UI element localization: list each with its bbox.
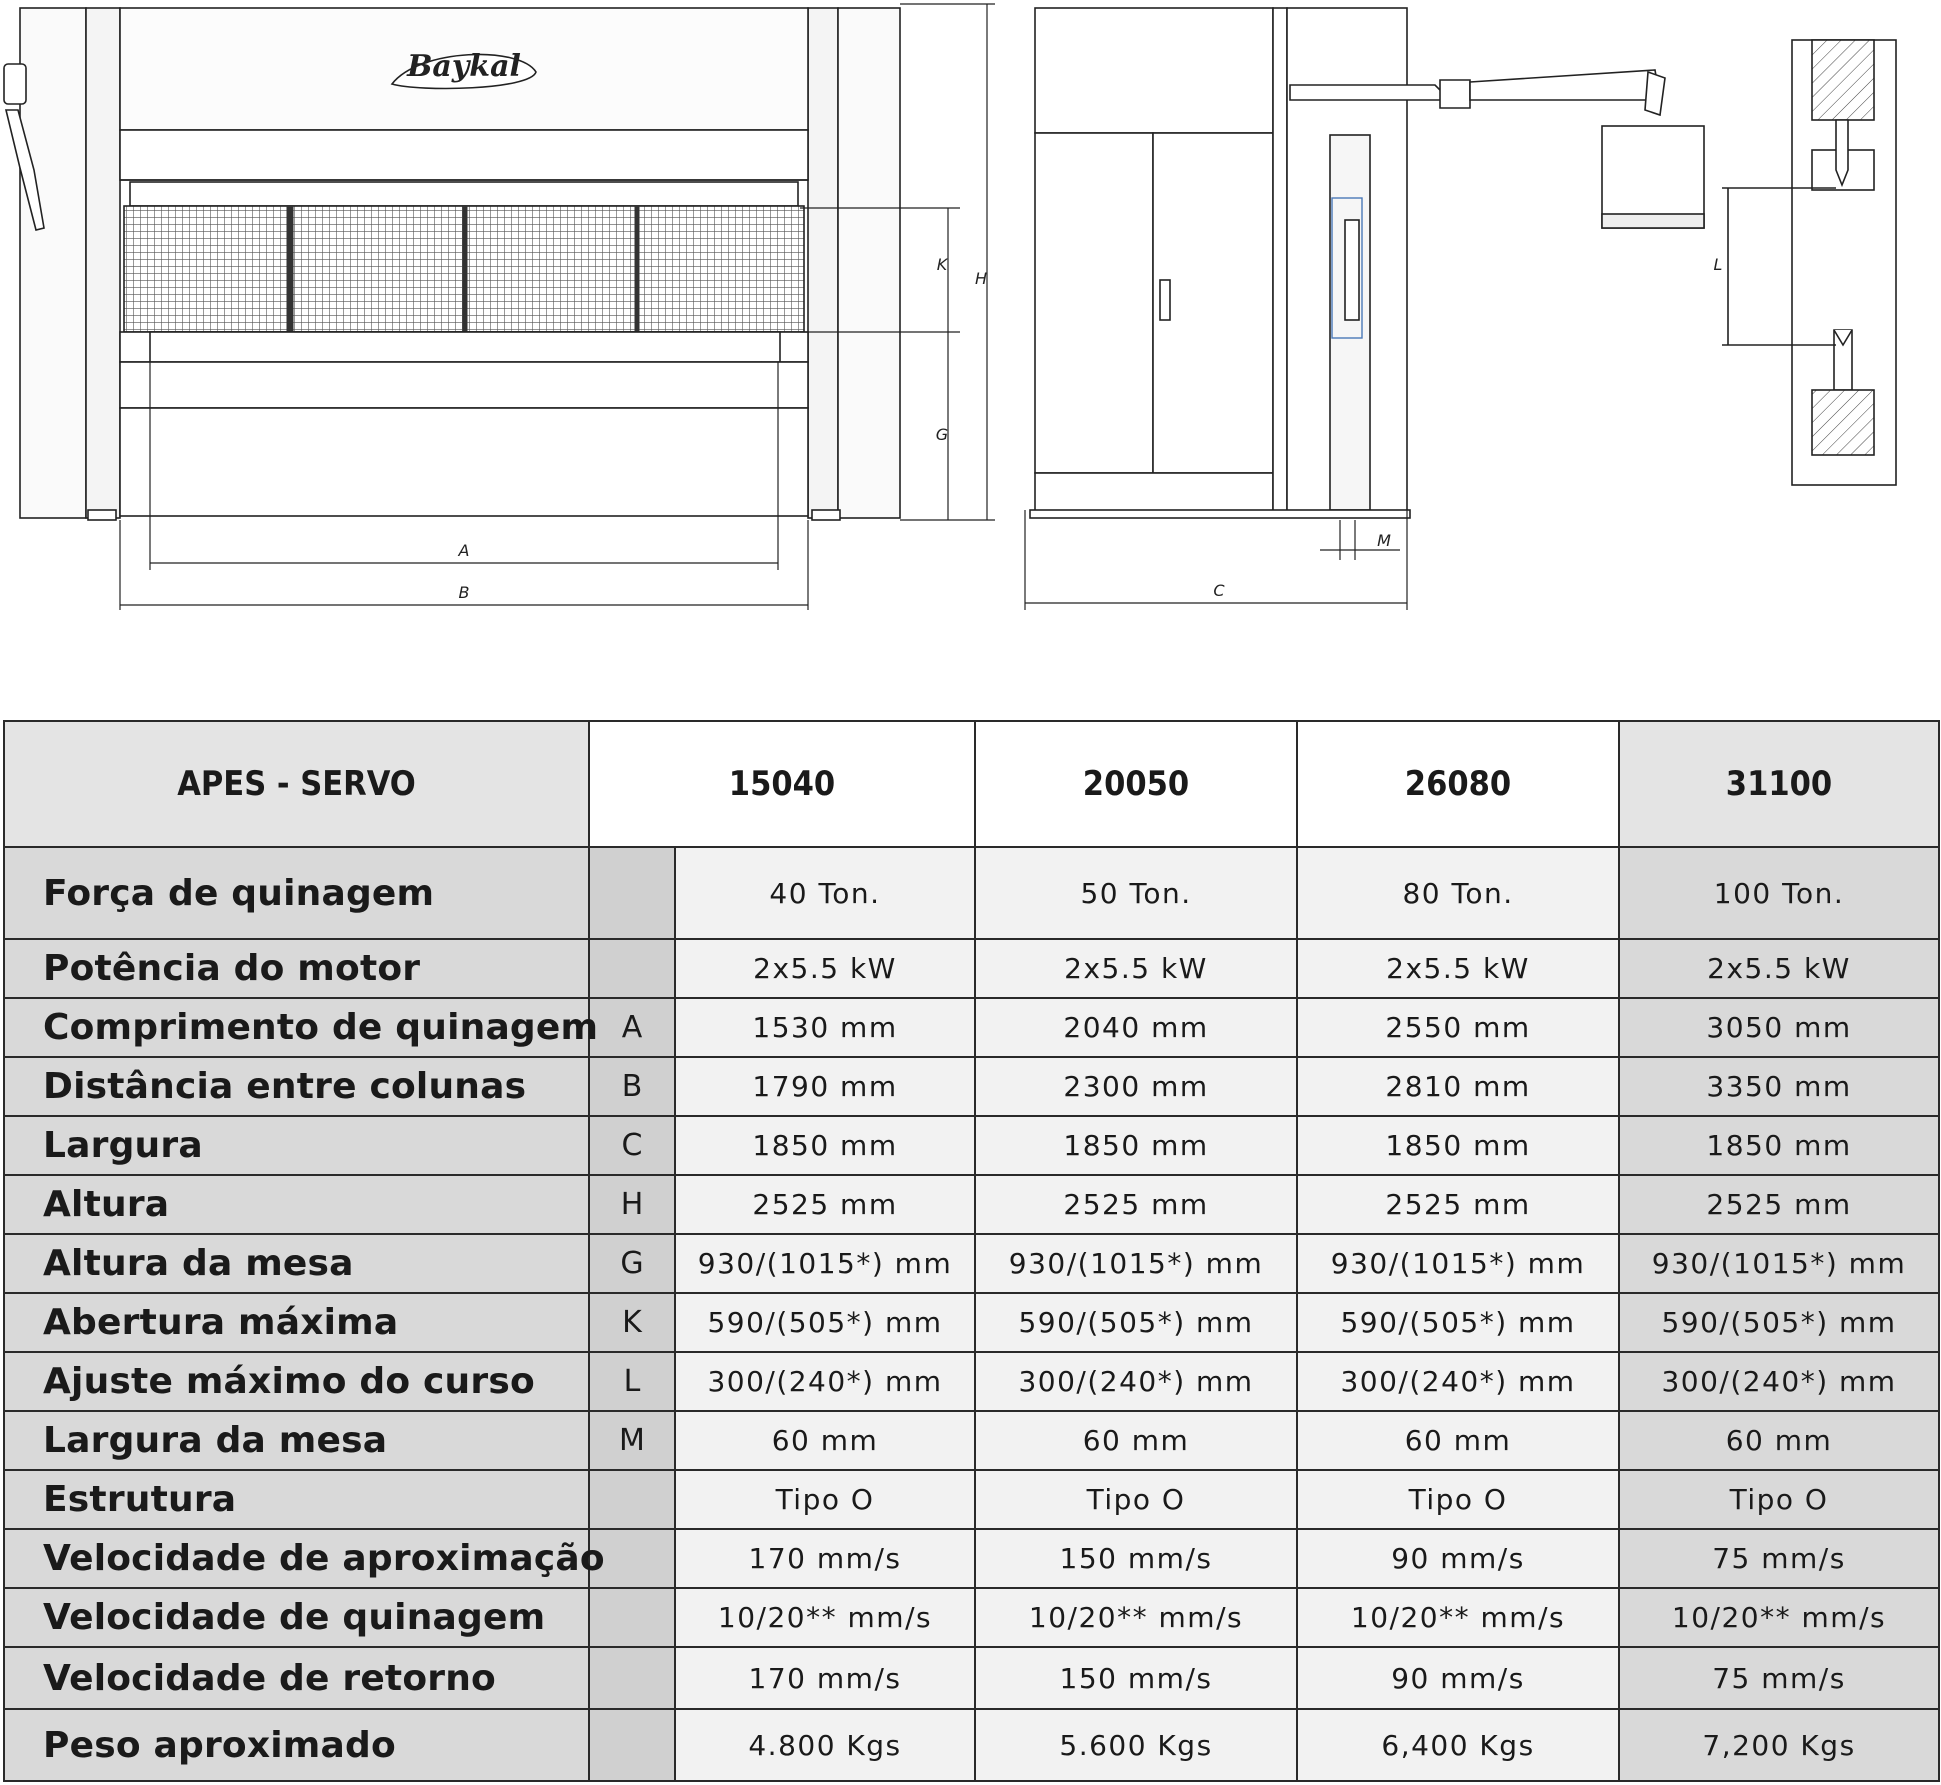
row-value-15040: 930/(1015*) mm (675, 1234, 975, 1293)
row-value-26080: 2810 mm (1297, 1057, 1619, 1116)
row-value-15040: 1530 mm (675, 998, 975, 1057)
row-label: Força de quinagem (4, 847, 589, 939)
row-label: Velocidade de aproximação (4, 1529, 589, 1588)
dim-label-a: A (458, 541, 470, 560)
row-dimension-key: B (589, 1057, 675, 1116)
row-value-31100: 7,200 Kgs (1619, 1709, 1939, 1781)
table-row (4, 1116, 1939, 1175)
side-view (1030, 8, 1704, 518)
row-value-31100: 2x5.5 kW (1619, 939, 1939, 998)
row-label: Velocidade de retorno (4, 1647, 589, 1709)
row-dimension-key: M (589, 1411, 675, 1470)
row-dimension-key: G (589, 1234, 675, 1293)
row-value-26080: 930/(1015*) mm (1297, 1234, 1619, 1293)
row-value-15040: 1850 mm (675, 1116, 975, 1175)
row-value-20050: 2x5.5 kW (975, 939, 1297, 998)
row-value-20050: 10/20** mm/s (975, 1588, 1297, 1647)
row-value-31100: 75 mm/s (1619, 1647, 1939, 1709)
brand-logo: Baykal (407, 49, 521, 84)
row-dimension-key (589, 1470, 675, 1529)
row-value-15040: 40 Ton. (675, 847, 975, 939)
row-label: Altura (4, 1175, 589, 1234)
model-header-0: 15040 (589, 721, 975, 847)
table-header-row (4, 721, 1939, 847)
row-label: Comprimento de quinagem (4, 998, 589, 1057)
row-label: Distância entre colunas (4, 1057, 589, 1116)
row-value-26080: 590/(505*) mm (1297, 1293, 1619, 1352)
table-title: APES - SERVO (4, 721, 589, 847)
row-value-31100: 590/(505*) mm (1619, 1293, 1939, 1352)
table-row (4, 1470, 1939, 1529)
row-value-15040: 590/(505*) mm (675, 1293, 975, 1352)
row-label: Largura (4, 1116, 589, 1175)
table-row (4, 847, 1939, 939)
row-value-26080: 80 Ton. (1297, 847, 1619, 939)
row-value-26080: 90 mm/s (1297, 1529, 1619, 1588)
row-dimension-key: H (589, 1175, 675, 1234)
row-value-20050: 5.600 Kgs (975, 1709, 1297, 1781)
row-value-20050: 2525 mm (975, 1175, 1297, 1234)
row-value-31100: 300/(240*) mm (1619, 1352, 1939, 1411)
row-dimension-key: C (589, 1116, 675, 1175)
row-value-31100: 930/(1015*) mm (1619, 1234, 1939, 1293)
row-value-26080: 2x5.5 kW (1297, 939, 1619, 998)
row-dimension-key: K (589, 1293, 675, 1352)
row-label: Potência do motor (4, 939, 589, 998)
row-value-31100: 10/20** mm/s (1619, 1588, 1939, 1647)
row-value-31100: Tipo O (1619, 1470, 1939, 1529)
row-label: Largura da mesa (4, 1411, 589, 1470)
row-dimension-key (589, 939, 675, 998)
row-value-20050: 50 Ton. (975, 847, 1297, 939)
dim-label-h: H (974, 269, 988, 288)
dim-label-k: K (936, 255, 948, 274)
table-row (4, 1411, 1939, 1470)
table-row (4, 1529, 1939, 1588)
row-value-20050: 60 mm (975, 1411, 1297, 1470)
dim-label-l: L (1713, 255, 1723, 274)
row-label: Abertura máxima (4, 1293, 589, 1352)
row-value-26080: Tipo O (1297, 1470, 1619, 1529)
row-dimension-key (589, 1647, 675, 1709)
row-value-15040: 170 mm/s (675, 1647, 975, 1709)
table-row (4, 939, 1939, 998)
row-value-26080: 1850 mm (1297, 1116, 1619, 1175)
row-value-20050: 300/(240*) mm (975, 1352, 1297, 1411)
row-value-15040: Tipo O (675, 1470, 975, 1529)
row-value-26080: 2550 mm (1297, 998, 1619, 1057)
technical-drawings (0, 0, 1941, 700)
row-dimension-key: A (589, 998, 675, 1057)
row-value-20050: 930/(1015*) mm (975, 1234, 1297, 1293)
dim-label-m: M (1377, 531, 1391, 550)
table-row (4, 1175, 1939, 1234)
row-value-26080: 60 mm (1297, 1411, 1619, 1470)
row-value-15040: 2525 mm (675, 1175, 975, 1234)
table-row (4, 998, 1939, 1057)
row-value-31100: 1850 mm (1619, 1116, 1939, 1175)
front-view (4, 8, 900, 520)
row-value-31100: 100 Ton. (1619, 847, 1939, 939)
row-value-20050: 150 mm/s (975, 1647, 1297, 1709)
row-value-31100: 75 mm/s (1619, 1529, 1939, 1588)
row-label: Estrutura (4, 1470, 589, 1529)
detail-view (1722, 40, 1896, 485)
row-value-15040: 10/20** mm/s (675, 1588, 975, 1647)
row-value-26080: 2525 mm (1297, 1175, 1619, 1234)
table-row (4, 1057, 1939, 1116)
table-row (4, 1352, 1939, 1411)
table-row (4, 1647, 1939, 1709)
row-value-20050: 590/(505*) mm (975, 1293, 1297, 1352)
row-label: Altura da mesa (4, 1234, 589, 1293)
row-value-26080: 6,400 Kgs (1297, 1709, 1619, 1781)
dim-label-g: G (935, 425, 949, 444)
spec-table (3, 720, 1940, 1782)
row-value-15040: 1790 mm (675, 1057, 975, 1116)
row-value-31100: 60 mm (1619, 1411, 1939, 1470)
spec-body (4, 847, 1939, 1781)
row-value-15040: 60 mm (675, 1411, 975, 1470)
row-value-31100: 3350 mm (1619, 1057, 1939, 1116)
table-row (4, 1709, 1939, 1781)
row-value-26080: 90 mm/s (1297, 1647, 1619, 1709)
row-label: Peso aproximado (4, 1709, 589, 1781)
drawings-svg (0, 0, 1941, 700)
row-value-26080: 300/(240*) mm (1297, 1352, 1619, 1411)
table-row (4, 1293, 1939, 1352)
model-header-1: 20050 (975, 721, 1297, 847)
row-dimension-key (589, 1588, 675, 1647)
row-label: Ajuste máximo do curso (4, 1352, 589, 1411)
row-dimension-key: L (589, 1352, 675, 1411)
row-value-20050: Tipo O (975, 1470, 1297, 1529)
row-dimension-key (589, 847, 675, 939)
dim-label-c: C (1213, 581, 1225, 600)
model-header-3: 31100 (1619, 721, 1939, 847)
row-value-26080: 10/20** mm/s (1297, 1588, 1619, 1647)
row-value-15040: 300/(240*) mm (675, 1352, 975, 1411)
row-value-15040: 170 mm/s (675, 1529, 975, 1588)
dim-label-b: B (458, 583, 470, 602)
row-value-15040: 2x5.5 kW (675, 939, 975, 998)
model-header-2: 26080 (1297, 721, 1619, 847)
table-row (4, 1234, 1939, 1293)
row-value-31100: 2525 mm (1619, 1175, 1939, 1234)
row-value-20050: 2300 mm (975, 1057, 1297, 1116)
row-value-20050: 2040 mm (975, 998, 1297, 1057)
row-value-20050: 150 mm/s (975, 1529, 1297, 1588)
table-row (4, 1588, 1939, 1647)
row-value-20050: 1850 mm (975, 1116, 1297, 1175)
row-value-31100: 3050 mm (1619, 998, 1939, 1057)
row-label: Velocidade de quinagem (4, 1588, 589, 1647)
row-dimension-key (589, 1709, 675, 1781)
row-value-15040: 4.800 Kgs (675, 1709, 975, 1781)
